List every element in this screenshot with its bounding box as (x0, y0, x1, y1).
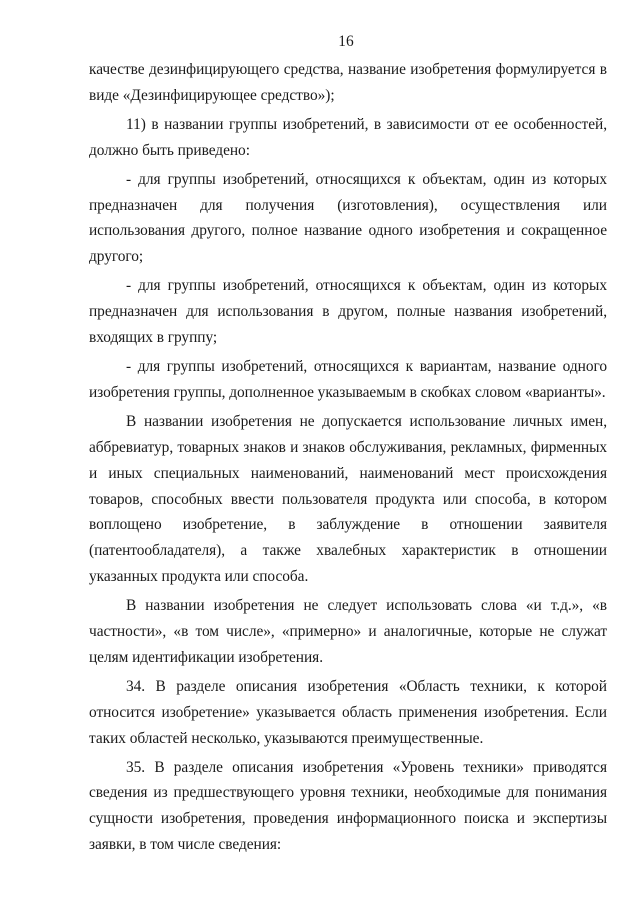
paragraph-continuation: качестве дезинфицирующего средства, название изобретения формулируется в виде «Дезинфицирующее средство»); (89, 61, 607, 104)
paragraph-bullet-manufacturing: - для группы изобретений, относящихся к объектам, один из которых предназначен для получения (изготовления), осуществления или использования другого, полное название одного изобретения и сокращенное другого; (89, 170, 607, 266)
paragraph-name-restrictions: В названии изобретения не допускается использование личных имен, аббревиатур, товарных знаков и знаков обслуживания, рекламных, фирменных и иных специальных наименований, наименований мест происхождения товаров, способных ввести пользователя продукта или способа, в котором воплощено изобретение, в заблуждение в отношении заявителя (патентообладателя), а также хвалебных характеристик в отношении указанных продукта или способа. (89, 412, 607, 586)
page-number: 16 (338, 33, 354, 50)
paragraph-section-34: 34. В разделе описания изобретения «Область техники, к которой относится изобретение» указывается область применения изобретения. Если таких областей несколько, указываются преимущественные. (89, 677, 607, 747)
paragraph-bullet-usage: - для группы изобретений, относящихся к объектам, один из которых предназначен для использования в другом, полные названия изобретений, входящих в группу; (89, 277, 607, 347)
paragraph-item-11: 11) в названии группы изобретений, в зависимости от ее особенностей, должно быть приведено: (89, 115, 607, 159)
paragraph-bullet-variants: - для группы изобретений, относящихся к вариантам, название одного изобретения группы, дополненное указываемым в скобках словом «варианты». (89, 357, 607, 401)
paragraph-forbidden-words: В названии изобретения не следует использовать слова «и т.д.», «в частности», «в том числе», «примерно» и аналогичные, которые не служат целям идентификации изобретения. (89, 597, 607, 666)
paragraph-section-35: 35. В разделе описания изобретения «Уровень техники» приводятся сведения из предшествующего уровня техники, необходимые для понимания сущности изобретения, проведения информационного поиска и экспертизы заявки, в том числе сведения: (89, 758, 607, 854)
document-body (89, 57, 607, 858)
